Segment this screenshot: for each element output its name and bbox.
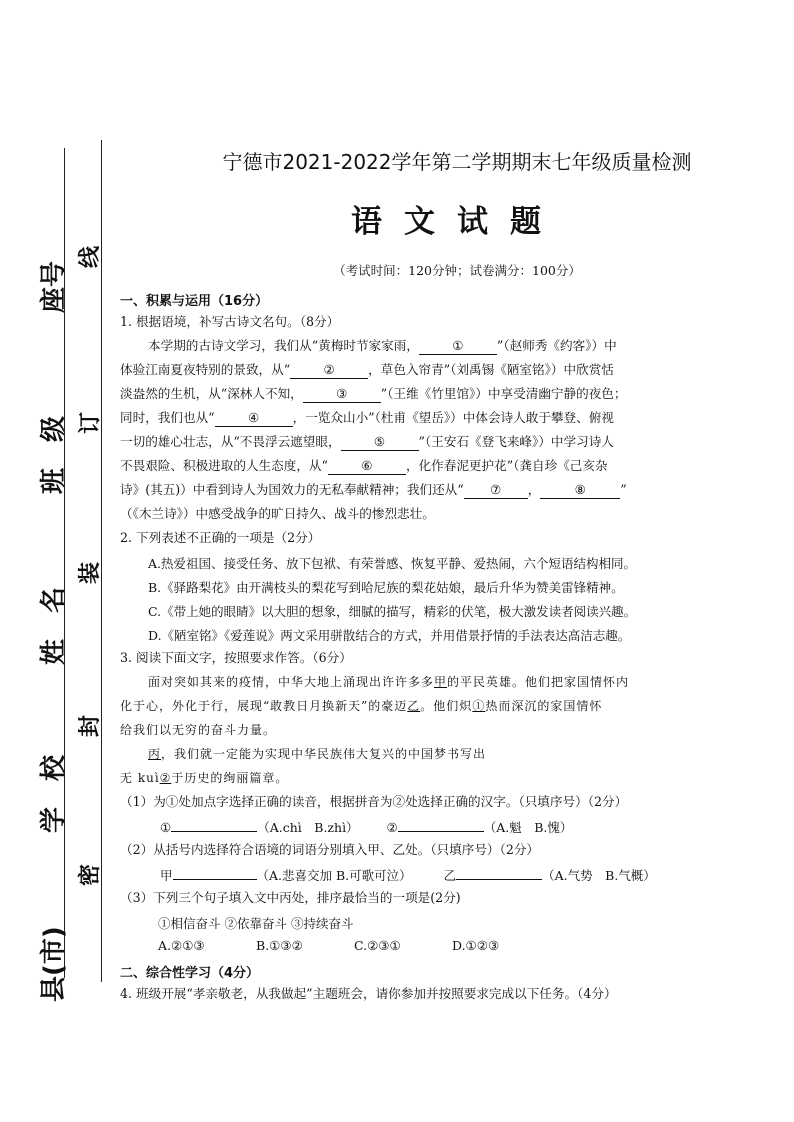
q2-stem: 2. 下列表述不正确的一项是（2分） — [120, 530, 321, 545]
seat-number-label: 座号 — [39, 260, 69, 313]
q1-line: 体验江南夏夜特别的景致，从“ ② ，草色入帘青”（刘禹锡《陋室铭》）中欣赏恬 — [120, 362, 614, 377]
q1-line: 诗》(其五)）中看到诗人为国效力的无私奉献精神；我们还从“ ⑦ ， ⑧ ” — [120, 482, 627, 497]
county-label: 县(市) — [39, 926, 69, 1002]
answer-blank[interactable]: ⑧ — [540, 482, 620, 499]
q3-sub3: （3）下列三个句子填入文中丙处，排序最恰当的一项是(2分) — [120, 890, 461, 905]
q3-choice-c[interactable]: C.②③① — [354, 938, 401, 953]
blank-jia: 甲 — [434, 675, 448, 689]
q3-passage-line: 面对突如其来的疫情，中华大地上涌现出许许多多甲的平民英雄。他们把家国情怀内 — [148, 675, 630, 689]
q2-option-b[interactable]: B.《驿路梨花》由开满枝头的梨花写到哈尼族的梨花姑娘，最后升华为赞美雷锋精神。 — [148, 580, 624, 595]
exam-title: 宁德市2021-2022学年第二学期期末七年级质量检测 — [222, 150, 692, 174]
q3-sub1-answer: ① （A.chì B.zhì） ② （A.魁 B.愧） — [160, 820, 573, 835]
exam-info: （考试时间：120分钟；试卷满分：100分） — [333, 263, 581, 278]
class-label: 班 级 — [39, 415, 69, 494]
q3-choice-a[interactable]: A.②①③ — [158, 938, 205, 953]
q3-passage-line: 无 kuì②于历史的绚丽篇章。 — [120, 771, 289, 785]
q3-sub1: （1）为①处加点字选择正确的读音，根据拼音为②处选择正确的汉字。（只填序号）（2分） — [120, 794, 628, 809]
seal-mark-line: 线 — [78, 245, 103, 268]
blank-1: ① — [472, 699, 486, 713]
school-label: 学 校 — [39, 754, 69, 833]
q1-line: 一切的雄心壮志，从“不畏浮云遮望眼， ⑤ ”（王安石《登飞来峰》）中学习诗人 — [120, 434, 614, 449]
q3-sub2-answer: 甲 （A.悲喜交加 B.可歌可泣） 乙 （A.气势 B.气概） — [160, 868, 656, 883]
q1-line: 淡盎然的生机，从“深林人不知， ③ ”（王维《竹里馆》）中享受清幽宁静的夜色； — [120, 386, 627, 401]
answer-blank[interactable] — [456, 879, 542, 880]
q3-sentences: ①相信奋斗 ②依靠奋斗 ③持续奋斗 — [158, 916, 354, 931]
blank-2: ② — [159, 771, 172, 785]
q3-stem: 3. 阅读下面文字，按照要求作答。（6分） — [120, 650, 352, 665]
seal-mark-sew: 装 — [78, 561, 103, 584]
answer-blank[interactable]: ③ — [303, 386, 381, 403]
q2-option-d[interactable]: D.《陋室铭》《爱莲说》两文采用骈散结合的方式，并用借景抒情的手法表达高洁志趣。 — [148, 628, 631, 643]
q2-option-c[interactable]: C.《带上她的眼睛》以大胆的想象，细腻的描写，精彩的伏笔，极大激发读者阅读兴趣。 — [148, 604, 637, 619]
answer-blank[interactable] — [173, 879, 257, 880]
q3-sub2: （2）从括号内选择符合语境的词语分别填入甲、乙处。（只填序号）（2分） — [120, 842, 540, 857]
name-label: 姓 名 — [39, 586, 69, 665]
seal-mark-secret: 密 — [78, 863, 103, 886]
section-2-heading: 二、综合性学习（4分） — [120, 966, 260, 981]
q1-line: 不畏艰险、积极进取的人生态度，从“ ⑥ ，化作春泥更护花”（龚自珍《己亥杂 — [120, 458, 608, 473]
answer-blank[interactable] — [398, 831, 484, 832]
answer-blank[interactable]: ② — [290, 362, 368, 379]
q2-option-a[interactable]: A.热爱祖国、接受任务、放下包袱、有荣誉感、恢复平静、爱热闹，六个短语结构相同。 — [148, 556, 637, 571]
answer-blank[interactable]: ⑤ — [341, 434, 419, 451]
blank-bing: 丙 — [148, 747, 162, 761]
q1-line: （《木兰诗》）中感受战争的旷日持久、战斗的惨烈悲壮。 — [120, 506, 435, 521]
q3-passage-line: 化于心，外化于行，展现“敢教日月换新天”的豪迈乙。他们炽①热而深沉的家国情怀 — [120, 699, 603, 713]
answer-blank[interactable]: ④ — [215, 410, 293, 427]
q1-line: 同时，我们也从“ ④ ，一览众山小”（杜甫《望岳》）中体会诗人敢于攀登、俯视 — [120, 410, 614, 425]
q3-choice-b[interactable]: B.①③② — [256, 938, 303, 953]
subject-title: 语文试题 — [351, 204, 563, 240]
q3-choice-d[interactable]: D.①②③ — [452, 938, 500, 953]
q3-passage-line: 给我们以无穷的奋斗力量。 — [120, 723, 277, 737]
q3-passage-line: 丙，我们就一定能为实现中华民族伟大复兴的中国梦书写出 — [148, 747, 487, 761]
blank-yi: 乙 — [407, 699, 421, 713]
answer-blank[interactable] — [171, 831, 257, 832]
seal-mark-seal: 封 — [78, 714, 103, 737]
q4-stem: 4. 班级开展“孝亲敬老，从我做起”主题班会，请你参加并按照要求完成以下任务。（4分） — [120, 986, 617, 1001]
answer-blank[interactable]: ① — [419, 338, 497, 355]
answer-blank[interactable]: ⑦ — [464, 482, 528, 499]
q1-line: 本学期的古诗文学习，我们从“黄梅时节家家雨， ① ”（赵师秀《约客》）中 — [148, 338, 617, 353]
answer-blank[interactable]: ⑥ — [328, 458, 406, 475]
seal-mark-bind: 订 — [78, 411, 103, 434]
q1-stem: 1. 根据语境，补写古诗文名句。（8分） — [120, 314, 340, 329]
section-1-heading: 一、积累与运用（16分） — [120, 294, 269, 309]
